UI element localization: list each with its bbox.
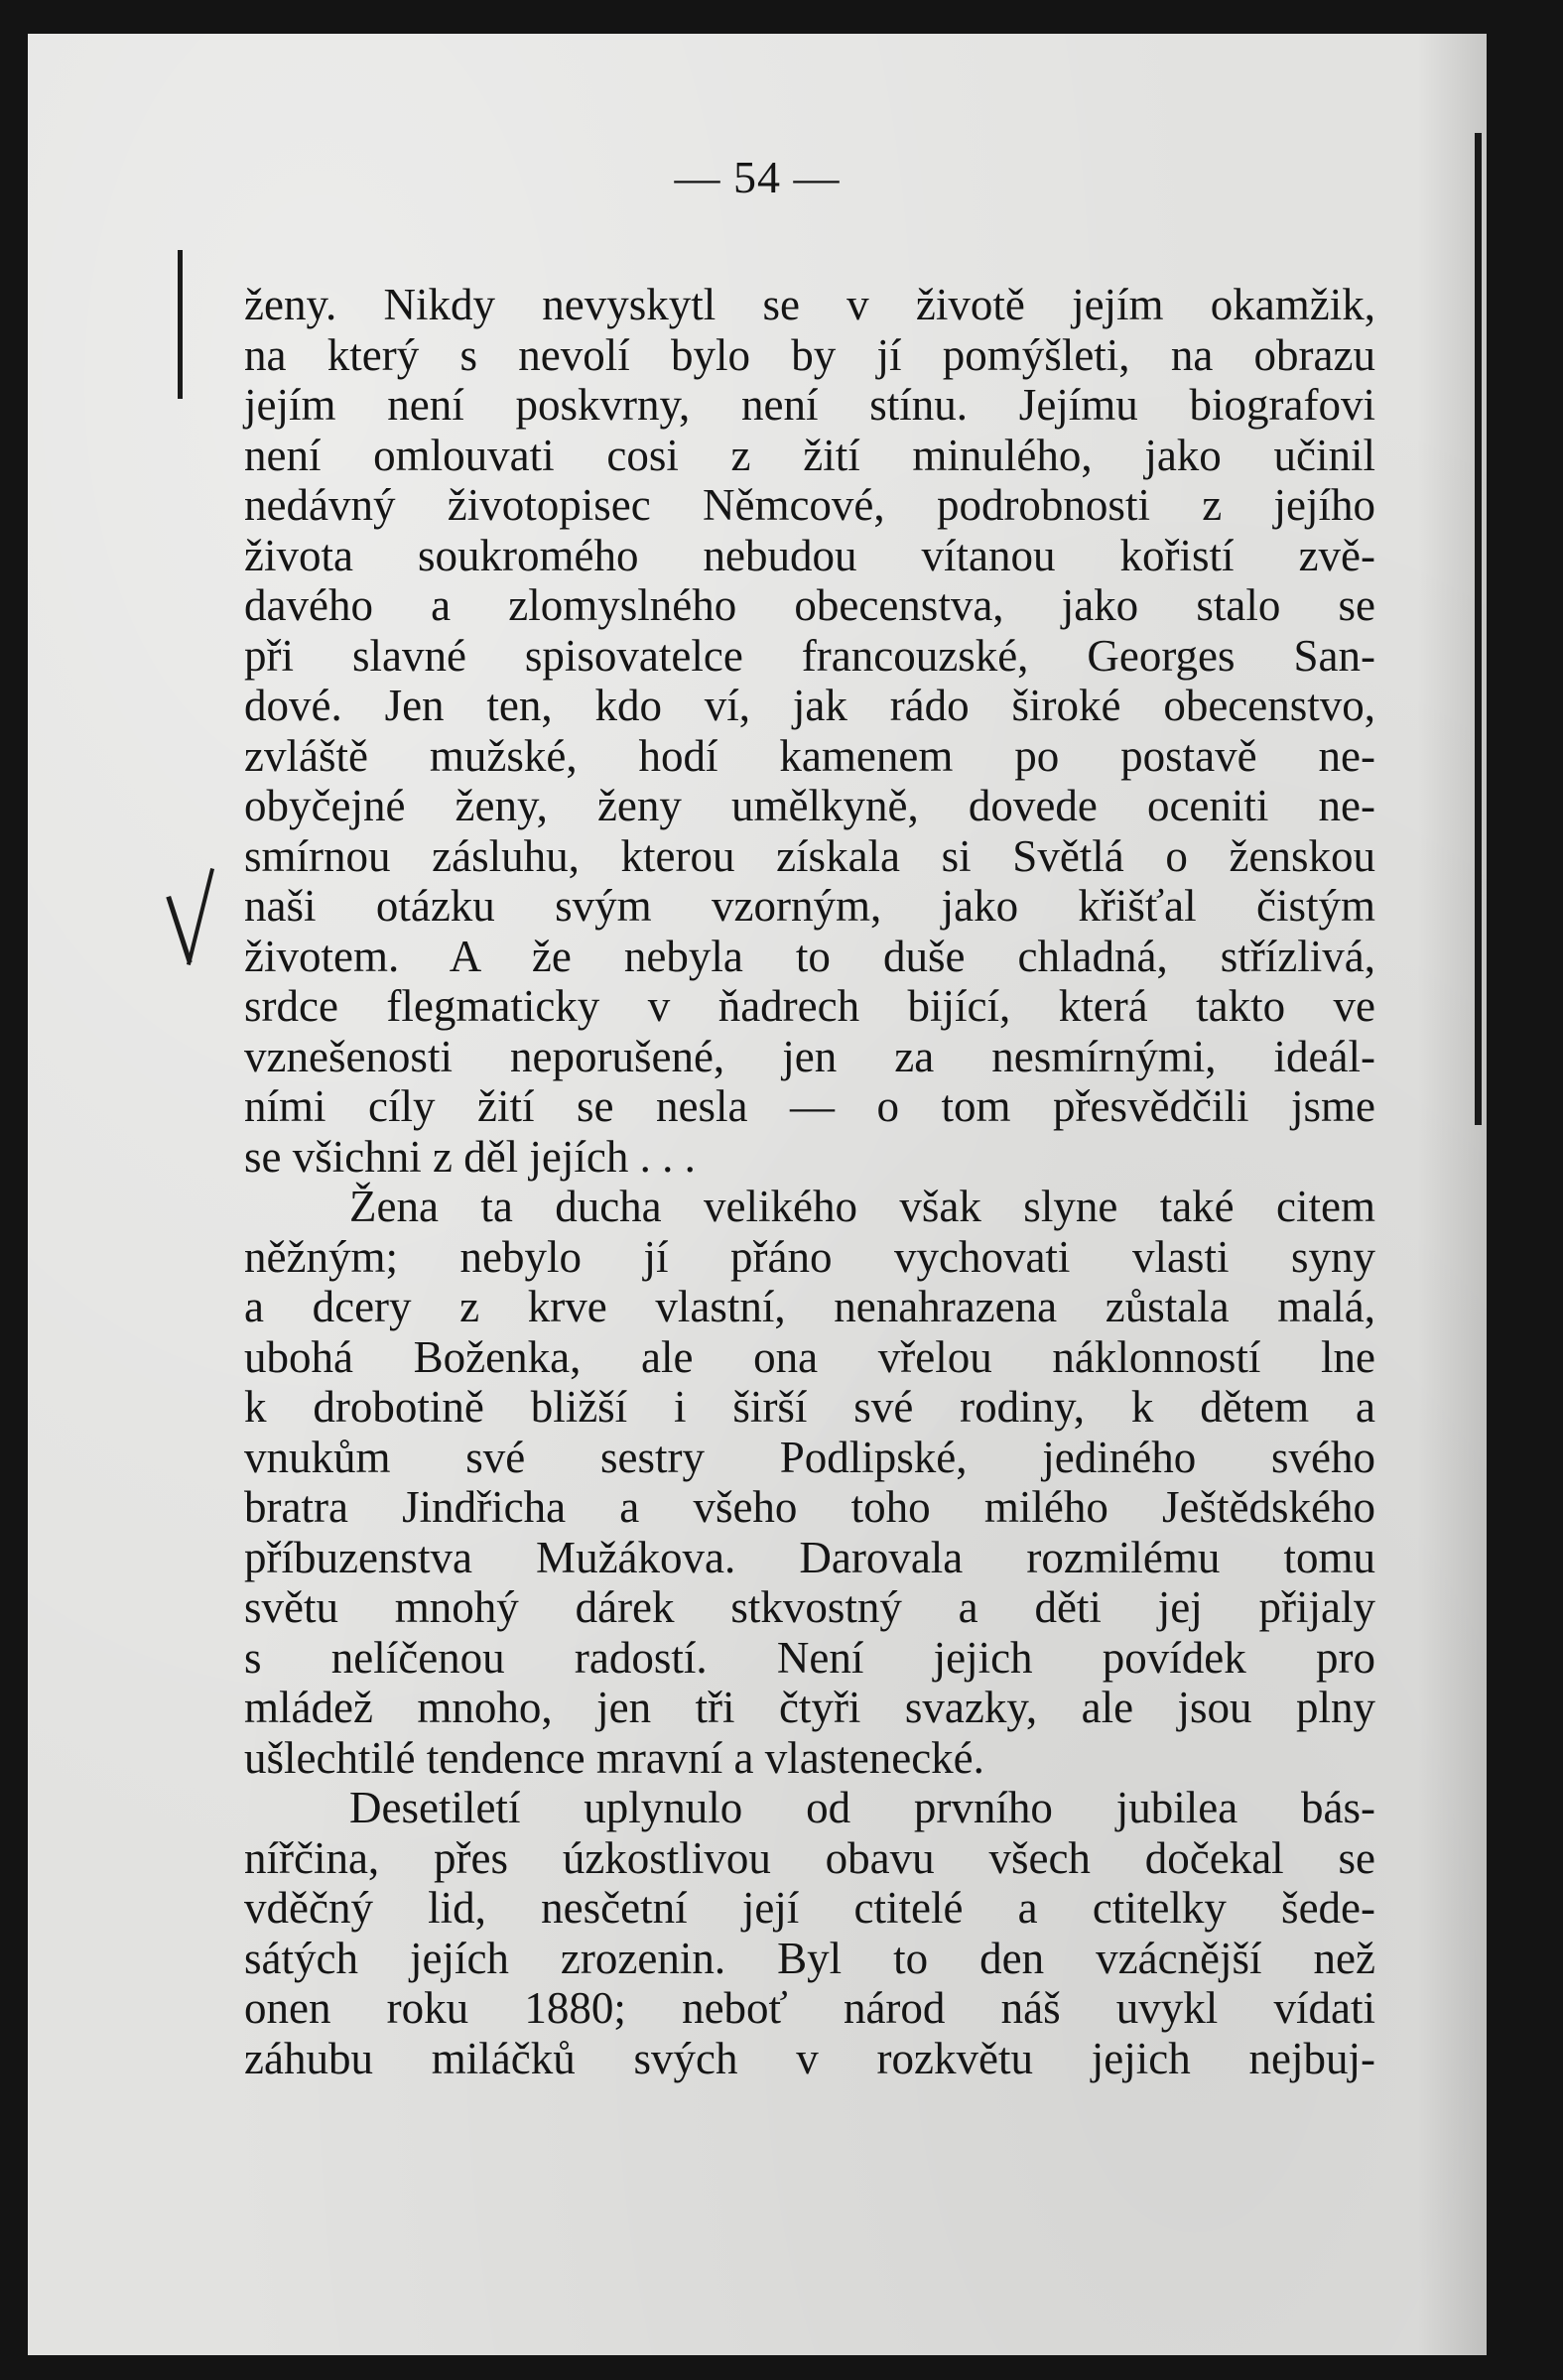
text-line: světu mnohý dárek stkvostný a děti jej přijaly bbox=[244, 1582, 1375, 1632]
text-line: příbuzenstva Mužákova. Darovala rozmilému tomu bbox=[244, 1532, 1375, 1582]
margin-mark-checkmark-stroke-b bbox=[187, 868, 214, 965]
text-line: onen roku 1880; neboť národ náš uvykl vídati bbox=[244, 1983, 1375, 2033]
text-line-paragraph-start: Desetiletí uplynulo od prvního jubilea bás- bbox=[349, 1783, 1375, 1832]
text-line: ženy. Nikdy nevyskytl se v životě jejím okamžik, bbox=[244, 280, 1375, 329]
text-line: bratra Jindřicha a všeho toho milého Ještědského bbox=[244, 1482, 1375, 1532]
text-line: s nelíčenou radostí. Není jejich povídek pro bbox=[244, 1632, 1375, 1683]
text-line: není omlouvati cosi z žití minulého, jako učinil bbox=[244, 430, 1375, 480]
body-text bbox=[244, 280, 1375, 2083]
text-line: na který s nevolí bylo by jí pomýšleti, na obrazu bbox=[244, 329, 1375, 380]
text-line: dové. Jen ten, kdo ví, jak rádo široké obecenstvo, bbox=[244, 681, 1375, 730]
text-line: srdce flegmaticky v ňadrech bijící, která takto ve bbox=[244, 981, 1375, 1031]
text-line: ušlechtilé tendence mravní a vlastenecké. bbox=[244, 1732, 984, 1783]
margin-mark-right-bar bbox=[1475, 133, 1482, 1125]
text-line: k drobotině bližší i širší své rodiny, k dětem a bbox=[244, 1382, 1375, 1432]
text-line: nířčina, přes úzkostlivou obavu všech dočekal se bbox=[244, 1832, 1375, 1883]
text-line: se všichni z děl jejích . . . bbox=[244, 1131, 696, 1182]
text-line: obyčejné ženy, ženy umělkyně, dovede oceniti ne- bbox=[244, 781, 1375, 830]
text-line: sátých jejích zrozenin. Byl to den vzácnější než bbox=[244, 1933, 1375, 1983]
page-number: — 54 — bbox=[674, 152, 841, 202]
margin-mark-top-left bbox=[178, 250, 183, 399]
text-line: jejím není poskvrny, není stínu. Jejímu biografovi bbox=[244, 380, 1375, 430]
text-line: života soukromého nebudou vítanou kořistí zvě- bbox=[244, 530, 1375, 580]
text-line: nedávný životopisec Němcové, podrobnosti z jejího bbox=[244, 480, 1375, 530]
text-line: smírnou zásluhu, kterou získala si Světlá o ženskou bbox=[244, 830, 1375, 881]
text-line: vnukům své sestry Podlipské, jediného svého bbox=[244, 1432, 1375, 1482]
text-line: naši otázku svým vzorným, jako křišťal čistým bbox=[244, 881, 1375, 931]
text-line: ubohá Boženka, ale ona vřelou náklonností lne bbox=[244, 1331, 1375, 1382]
book-page bbox=[28, 34, 1487, 2355]
text-line: záhubu miláčků svých v rozkvětu jejich nejbuj- bbox=[244, 2033, 1375, 2083]
text-line-paragraph-start: Žena ta ducha velikého však slyne také citem bbox=[349, 1182, 1375, 1231]
text-line: něžným; nebylo jí přáno vychovati vlasti syny bbox=[244, 1231, 1375, 1282]
text-line: vznešenosti neporušené, jen za nesmírnými, ideál- bbox=[244, 1031, 1375, 1081]
text-line: zvláště mužské, hodí kamenem po postavě ne- bbox=[244, 730, 1375, 781]
text-line: davého a zlomyslného obecenstva, jako stalo se bbox=[244, 580, 1375, 630]
text-line: životem. A že nebyla to duše chladná, střízlivá, bbox=[244, 931, 1375, 981]
text-line: ními cíly žití se nesla — o tom přesvědčili jsme bbox=[244, 1081, 1375, 1131]
text-line: a dcery z krve vlastní, nenahrazena zůstala malá, bbox=[244, 1282, 1375, 1331]
text-line: mládež mnoho, jen tři čtyři svazky, ale jsou plny bbox=[244, 1683, 1375, 1732]
text-line: vděčný lid, nesčetní její ctitelé a ctitelky šede- bbox=[244, 1883, 1375, 1933]
text-line: při slavné spisovatelce francouzské, Georges San- bbox=[244, 630, 1375, 681]
